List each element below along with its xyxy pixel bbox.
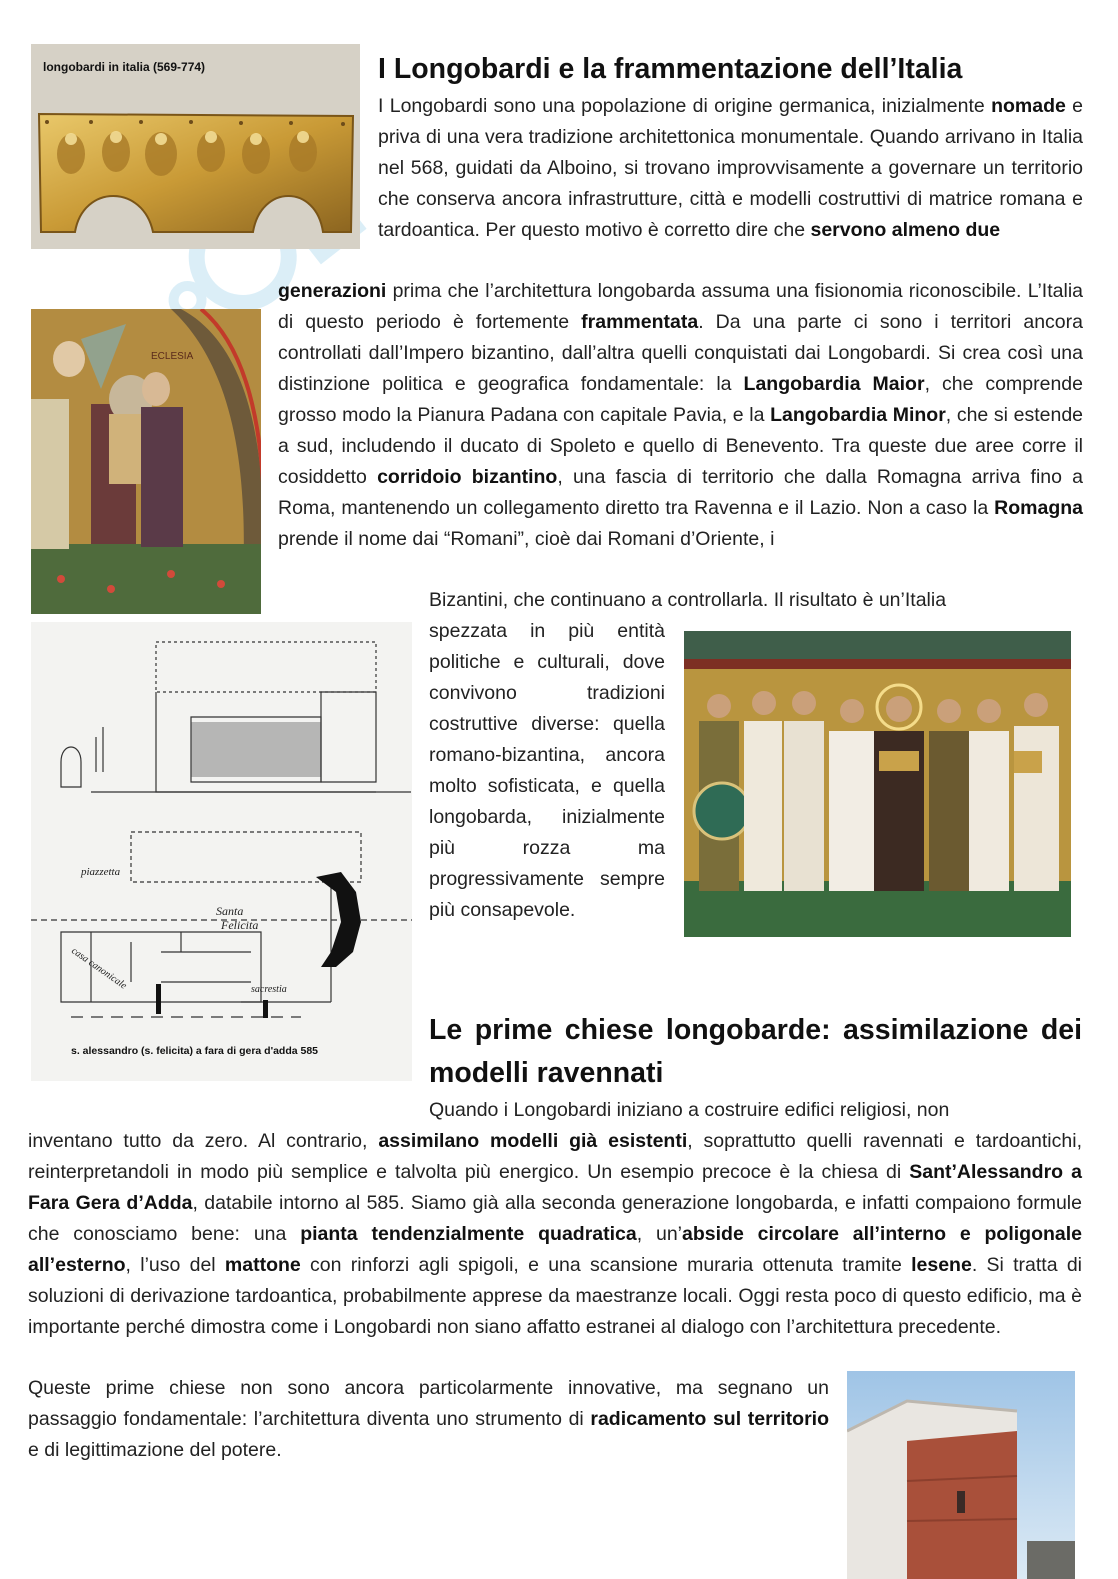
section-1-paragraph-1 <box>378 91 1083 246</box>
text-run: prende il nome dai “Romani”, cioè dai Romani d’Oriente, i <box>278 528 775 550</box>
bold-term: lesene <box>911 1254 972 1276</box>
page-title: I Longobardi e la frammentazione dell’Italia <box>378 53 963 85</box>
text-run: , un’ <box>636 1223 683 1245</box>
text-run: e di legittimazione del potere. <box>28 1439 282 1461</box>
text-run: , l’uso del <box>125 1254 225 1276</box>
text-run: , che si estende a sud, includendo il ducato di Spoleto e quello di Benevento. Tra queste due aree corre il cosiddetto <box>278 404 1084 488</box>
plan-label-casa: casa canonicale <box>69 945 129 992</box>
bold-term: Sant’Alessandro a Fara Gera d’Adda <box>28 1161 1082 1214</box>
section-1-paragraph-2 <box>278 276 1083 555</box>
section-1-paragraph-3 <box>429 585 1082 616</box>
section-2-paragraph-3 <box>28 1373 829 1466</box>
section-2-paragraph-2 <box>28 1126 1082 1343</box>
justinian-mosaic-image <box>684 631 1071 937</box>
artifact-image <box>31 44 360 249</box>
church-photo-image <box>847 1371 1075 1579</box>
apse-mosaic-image <box>31 309 261 614</box>
section-2-paragraph-1 <box>429 1095 1082 1126</box>
section-2-title: Le prime chiese longobarde: assimilazione dei modelli ravennati <box>429 1014 1082 1089</box>
bold-term: pianta tendenzialmente quadratica <box>300 1223 637 1245</box>
text-run: . Da una parte ci sono i territori ancora controllati dall’Impero bizantino, dall’altra quelli conquistati dai Longobardi. Si crea così una distinzione politica e geografica fondamentale: la <box>278 311 1083 395</box>
text-run: Quando i Longobardi iniziano a costruire edifici religiosi, non <box>429 1099 950 1121</box>
text-run: , che comprende grosso modo la Pianura Padana con capitale Pavia, e la <box>278 373 1083 426</box>
bold-term: abside circolare all’interno e poligonale all’esterno <box>28 1223 1083 1276</box>
artifact-caption: longobardi in italia (569-774) <box>43 60 206 74</box>
text-run: , una fascia di territorio che dalla Romagna arriva fino a Roma, mantenendo un collegamento diretto tra Ravenna e il Lazio. Non a caso la <box>278 466 1083 519</box>
plan-label-piazzetta: piazzetta <box>81 866 121 878</box>
bold-term: Romagna <box>994 497 1083 519</box>
text-run: inventano tutto da zero. Al contrario, <box>28 1130 379 1152</box>
text-run: Bizantini, che continuano a controllarla. Il risultato è un’Italia <box>429 589 947 611</box>
bold-term: nomade <box>991 95 1066 117</box>
text-run: spezzata in più entità politiche e culturali, dove convivono tradizioni costruttive diverse: quella romano-bizantina, ancora molto sofisticata, e quella longobarda, inizialmente più rozza ma progressivamente sempre più consapevole. <box>429 620 665 921</box>
bold-term: servono almeno due <box>810 219 1001 241</box>
text-run: . Si tratta di soluzioni di derivazione tardoantica, probabilmente apprese da maestranze locali. Oggi resta poco di questo edificio, ma è importante perché dimostra come i Longobardi non siano affatto estranei al dialogo con l’architettura precedente. <box>28 1254 1082 1338</box>
text-run: e priva di una vera tradizione architettonica monumentale. Quando arrivano in Italia nel 568, guidati da Alboino, si trovano improvvisamente a governare un territorio che conserva ancora infrastrutture, città e modelli costruttivi di matrice romana e tardoantica. Per questo motivo è corretto dire che <box>378 95 1083 241</box>
bold-term: mattone <box>224 1254 301 1276</box>
plan-label-sacrestia: sacrestia <box>251 984 287 995</box>
bold-term: assimilano modelli già esistenti <box>378 1130 688 1152</box>
bold-term: generazioni <box>278 280 387 302</box>
bold-term: Langobardia Minor <box>770 404 946 426</box>
text-run: , databile intorno al 585. Siamo già alla seconda generazione longobarda, e infatti compaiono formule che conosciamo bene: una <box>28 1192 1082 1245</box>
text-run: con rinforzi agli spigoli, e una scansione muraria ottenuta tramite <box>300 1254 912 1276</box>
bold-term: corridoio bizantino <box>377 466 558 488</box>
bold-term: Langobardia Maior <box>743 373 925 395</box>
svg-text:ECLESIA: ECLESIA <box>151 351 194 362</box>
church-plan-drawing <box>31 622 412 1081</box>
text-run: Queste prime chiese non sono ancora particolarmente innovative, ma segnano un passaggio fondamentale: l’architettura diventa uno strumento di <box>28 1377 829 1430</box>
plan-label-felicita: Felicita <box>221 918 259 932</box>
plan-label-santa: Santa <box>216 904 244 918</box>
text-run: , soprattutto quelli ravennati e tardoantichi, reinterpretandoli in modo più semplice e talvolta più energico. Un esempio precoce è la chiesa di <box>28 1130 1082 1183</box>
text-run: I Longobardi sono una popolazione di origine germanica, inizialmente <box>378 95 992 117</box>
section-1-paragraph-4 <box>429 616 665 926</box>
text-run: prima che l’architettura longobarda assuma una fisionomia riconoscibile. L’Italia di questo periodo è fortemente <box>278 280 1083 333</box>
plan-caption: s. alessandro (s. felicita) a fara di gera d'adda 585 <box>71 1045 319 1057</box>
bold-term: radicamento sul territorio <box>590 1408 830 1430</box>
bold-term: frammentata <box>581 311 699 333</box>
